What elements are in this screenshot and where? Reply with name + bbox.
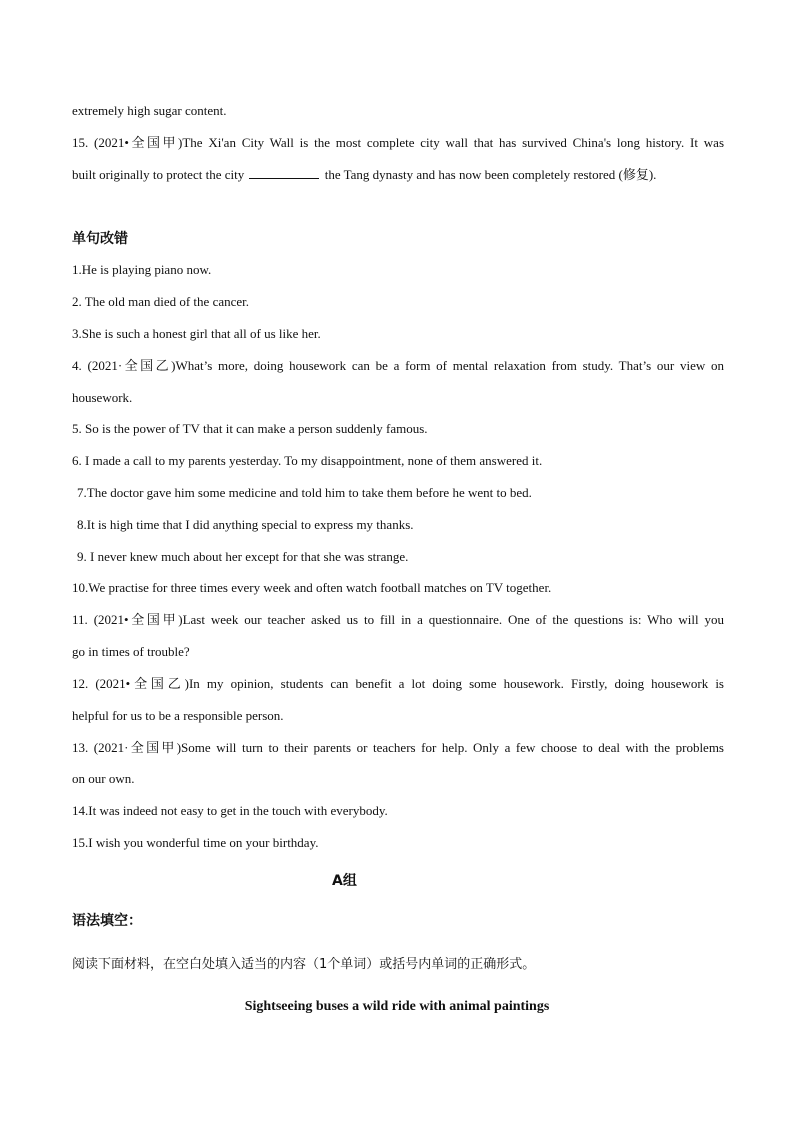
instruction-text: 阅读下面材料，在空白处填入适当的内容（1个单词）或括号内单词的正确形式。 bbox=[72, 957, 536, 972]
error-item-15: 15.I wish you wonderful time on your birthday. bbox=[72, 835, 319, 850]
section-heading-error-correction: 单句改错 bbox=[72, 231, 128, 247]
error-item-2: 2. The old man died of the cancer. bbox=[72, 294, 250, 309]
answer-blank[interactable] bbox=[249, 167, 319, 179]
error-item-13-line1: 13. (2021·全国甲)Some will turn to their parents or teachers for help. Only a few choose to deal with the problems bbox=[72, 740, 724, 755]
error-item-12-line1: 12. (2021•全国乙)In my opinion, students can benefit a lot doing some housework. Firstly, doing housework is bbox=[72, 676, 724, 691]
error-item-13-line2: on our own. bbox=[72, 771, 135, 786]
question-15-text-before-blank: built originally to protect the city bbox=[72, 167, 248, 182]
error-item-8: 8.It is high time that I did anything special to express my thanks. bbox=[77, 517, 414, 532]
question-15-text-after-blank: the Tang dynasty and has now been completely restored (修复). bbox=[321, 167, 657, 182]
error-item-6: 6. I made a call to my parents yesterday. To my disappointment, none of them answered it. bbox=[72, 453, 543, 468]
error-item-3: 3.She is such a honest girl that all of us like her. bbox=[72, 326, 321, 341]
error-item-4-line1: 4. (2021·全国乙)What’s more, doing housework can be a form of mental relaxation from study. That’s our view on bbox=[72, 358, 724, 373]
error-item-4-line2: housework. bbox=[72, 390, 133, 405]
grammar-fill-heading: 语法填空： bbox=[72, 913, 142, 929]
error-item-12-line2: helpful for us to be a responsible person. bbox=[72, 708, 284, 723]
error-item-1: 1.He is playing piano now. bbox=[72, 262, 212, 277]
group-title: A组 bbox=[332, 873, 357, 889]
error-item-11-line1: 11. (2021•全国甲)Last week our teacher asked us to fill in a questionnaire. One of the questions is: Who will you bbox=[72, 612, 724, 627]
passage-title: Sightseeing buses a wild ride with animal paintings bbox=[244, 999, 550, 1014]
text-line: extremely high sugar content. bbox=[72, 103, 227, 118]
question-15-line2 bbox=[72, 167, 724, 183]
error-item-14: 14.It was indeed not easy to get in the touch with everybody. bbox=[72, 803, 388, 818]
question-15-line1: 15. (2021•全国甲)The Xi'an City Wall is the most complete city wall that has survived China's long history. It was bbox=[72, 135, 724, 150]
error-item-9: 9. I never knew much about her except for that she was strange. bbox=[77, 549, 409, 564]
error-item-10: 10.We practise for three times every week and often watch football matches on TV together. bbox=[72, 580, 552, 595]
error-item-11-line2: go in times of trouble? bbox=[72, 644, 190, 659]
error-item-7: 7.The doctor gave him some medicine and told him to take them before he went to bed. bbox=[77, 485, 532, 500]
error-item-5: 5. So is the power of TV that it can make a person suddenly famous. bbox=[72, 421, 428, 436]
